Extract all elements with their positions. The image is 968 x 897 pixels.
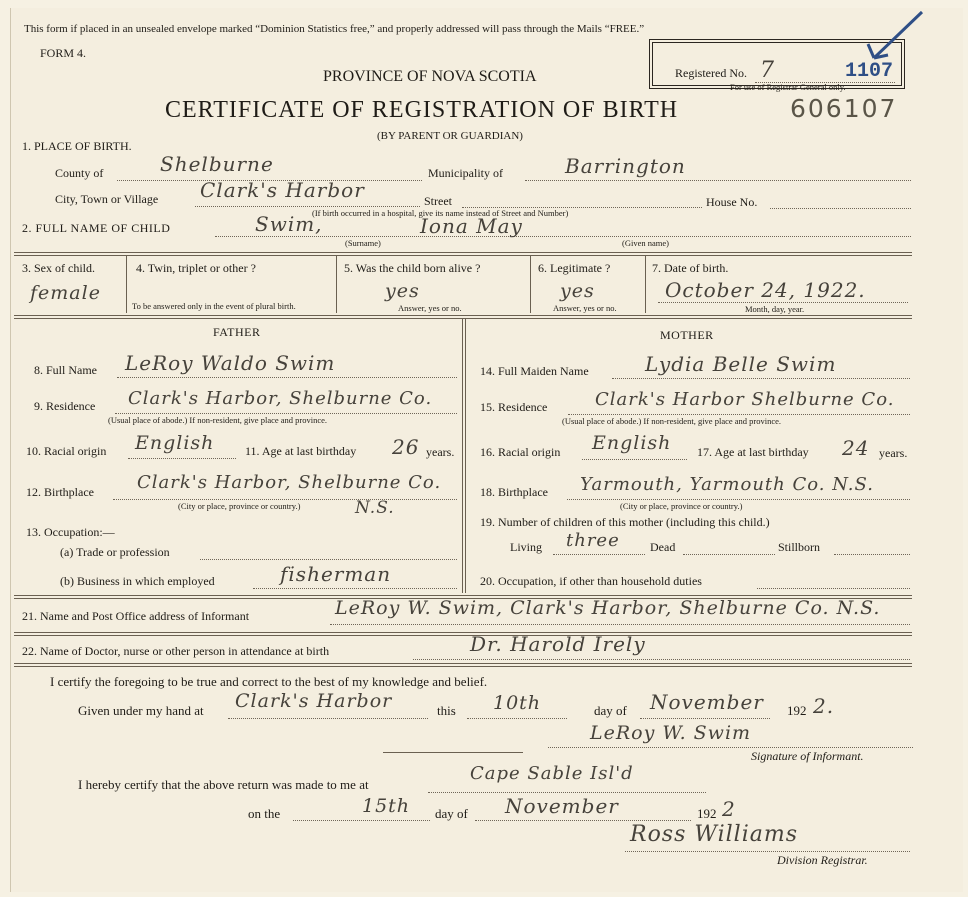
given-place-value: Clark's Harbor xyxy=(235,690,393,712)
doctor-label: 22. Name of Doctor, nurse or other person in attendance at birth xyxy=(22,644,330,658)
child-name-label: 2. FULL NAME OF CHILD xyxy=(22,221,171,235)
alive-label: 5. Was the child born alive ? xyxy=(344,261,481,275)
father-birthplace-value-2: N.S. xyxy=(355,498,395,518)
surname-caption: (Surname) xyxy=(345,238,381,248)
twin-note: To be answered only in the event of plural birth. xyxy=(132,301,296,311)
sex-label: 3. Sex of child. xyxy=(22,261,95,275)
mother-birthplace-label: 18. Birthplace xyxy=(480,485,548,499)
father-racial-label: 10. Racial origin xyxy=(26,444,107,458)
children-label: 19. Number of children of this mother (including this child.) xyxy=(480,515,770,529)
mail-notice: This form if placed in an unsealed envelope marked “Dominion Statistics free,” and properly addressed will pass through the Mails “FREE.” xyxy=(24,23,645,35)
sex-value: female xyxy=(30,282,101,304)
mother-age-value: 24 xyxy=(842,436,870,460)
municipality-label: Municipality of xyxy=(428,166,503,180)
mother-heading: MOTHER xyxy=(660,328,714,342)
mother-name-label: 14. Full Maiden Name xyxy=(480,364,589,378)
registered-label: Registered No. xyxy=(675,66,747,80)
registrar-signature: Ross Williams xyxy=(630,822,799,847)
county-value: Shelburne xyxy=(160,152,274,176)
mother-years: years. xyxy=(879,446,908,460)
father-years: years. xyxy=(426,445,455,459)
county-label: County of xyxy=(55,166,104,180)
mother-birthplace-note: (City or place, province or country.) xyxy=(620,501,743,511)
dead-label: Dead xyxy=(650,540,676,554)
father-name-value: LeRoy Waldo Swim xyxy=(125,351,336,375)
registrar-text: I hereby certify that the above return was made to me at xyxy=(78,777,369,792)
mother-age-label: 17. Age at last birthday xyxy=(697,445,809,459)
registrar-year-printed: 192 xyxy=(697,806,717,821)
on-the-label: on the xyxy=(248,806,281,821)
date-label: 7. Date of birth. xyxy=(652,261,729,275)
mother-residence-note: (Usual place of abode.) If non-resident, give place and province. xyxy=(562,416,782,426)
registrar-general-note: For use of Registrar General only. xyxy=(730,82,846,92)
registrar-day-label: day of xyxy=(435,806,468,821)
father-residence-label: 9. Residence xyxy=(34,399,96,413)
date-value: October 24, 1922. xyxy=(665,278,866,302)
father-heading: FATHER xyxy=(213,325,261,339)
father-racial-value: English xyxy=(135,432,215,454)
municipality-value: Barrington xyxy=(565,154,686,178)
given-name-caption: (Given name) xyxy=(622,238,669,248)
business-label: (b) Business in which employed xyxy=(60,574,215,588)
pen-check-mark xyxy=(860,8,930,68)
mother-birthplace-value: Yarmouth, Yarmouth Co. N.S. xyxy=(580,474,874,495)
informant-value: LeRoy W. Swim, Clark's Harbor, Shelburne Co. N.S. xyxy=(335,597,881,619)
this-label: this xyxy=(437,703,456,718)
father-age-label: 11. Age at last birthday xyxy=(245,444,357,458)
mother-racial-label: 16. Racial origin xyxy=(480,445,561,459)
certify-year-value: 2. xyxy=(813,694,835,718)
registrar-day-value: 15th xyxy=(362,795,411,817)
stillborn-label: Stillborn xyxy=(778,540,821,554)
street-label: Street xyxy=(424,194,452,208)
registrar-place-value: Cape Sable Isl'd xyxy=(470,763,634,784)
legitimate-value: yes xyxy=(560,280,595,302)
father-residence-note: (Usual place of abode.) If non-resident, give place and province. xyxy=(108,415,328,425)
informant-signature: LeRoy W. Swim xyxy=(590,722,752,744)
legitimate-label: 6. Legitimate ? xyxy=(538,261,611,275)
child-surname: Swim, xyxy=(255,212,323,236)
province-heading: PROVINCE OF NOVA SCOTIA xyxy=(323,68,537,85)
city-label: City, Town or Village xyxy=(55,192,159,206)
registrar-month-value: November xyxy=(505,794,619,818)
trade-label: (a) Trade or profession xyxy=(60,545,170,559)
registrar-caption: Division Registrar. xyxy=(777,853,868,867)
mother-occupation-label: 20. Occupation, if other than household duties xyxy=(480,574,702,588)
father-birthplace-label: 12. Birthplace xyxy=(26,485,94,499)
certify-year-printed: 192 xyxy=(787,703,807,718)
mother-name-value: Lydia Belle Swim xyxy=(645,352,837,376)
alive-note: Answer, yes or no. xyxy=(398,303,462,313)
child-given-name: Iona May xyxy=(420,214,523,238)
given-label: Given under my hand at xyxy=(78,703,204,718)
twin-label: 4. Twin, triplet or other ? xyxy=(136,261,256,275)
father-age-value: 26 xyxy=(392,435,420,459)
business-value: fisherman xyxy=(280,562,392,586)
certify-text: I certify the foregoing to be true and correct to the best of my knowledge and belief. xyxy=(50,674,488,689)
mother-residence-value: Clark's Harbor Shelburne Co. xyxy=(595,389,895,410)
certify-day-value: 10th xyxy=(493,692,542,714)
doctor-value: Dr. Harold Irely xyxy=(470,632,646,656)
occupation-label: 13. Occupation:— xyxy=(26,525,115,539)
page-subtitle: (BY PARENT OR GUARDIAN) xyxy=(377,130,523,142)
mother-residence-label: 15. Residence xyxy=(480,400,548,414)
registered-stamp: 1107 xyxy=(845,60,894,83)
alive-value: yes xyxy=(385,280,420,302)
registered-number: 7 xyxy=(760,58,775,83)
certify-month-value: November xyxy=(650,690,764,714)
registrar-year-value: 2 xyxy=(722,797,736,821)
city-value: Clark's Harbor xyxy=(200,178,365,202)
informant-signature-caption: Signature of Informant. xyxy=(751,749,864,763)
living-value: three xyxy=(566,530,620,551)
legitimate-note: Answer, yes or no. xyxy=(553,303,617,313)
mother-racial-value: English xyxy=(592,432,672,454)
father-birthplace-note: (City or place, province or country.) xyxy=(178,501,301,511)
page-title: CERTIFICATE OF REGISTRATION OF BIRTH xyxy=(165,97,679,123)
father-name-label: 8. Full Name xyxy=(34,363,97,377)
place-of-birth-label: 1. PLACE OF BIRTH. xyxy=(22,139,132,153)
form-number: FORM 4. xyxy=(40,46,87,60)
father-residence-value: Clark's Harbor, Shelburne Co. xyxy=(128,388,433,409)
date-note: Month, day, year. xyxy=(745,304,805,314)
living-label: Living xyxy=(510,540,542,554)
father-birthplace-value: Clark's Harbor, Shelburne Co. xyxy=(137,472,442,493)
hospital-note: (If birth occurred in a hospital, give its name instead of Street and Number) xyxy=(312,208,569,218)
certify-day-label: day of xyxy=(594,703,627,718)
file-number: 606107 xyxy=(790,94,898,123)
house-label: House No. xyxy=(706,195,758,209)
informant-label: 21. Name and Post Office address of Informant xyxy=(22,609,250,623)
